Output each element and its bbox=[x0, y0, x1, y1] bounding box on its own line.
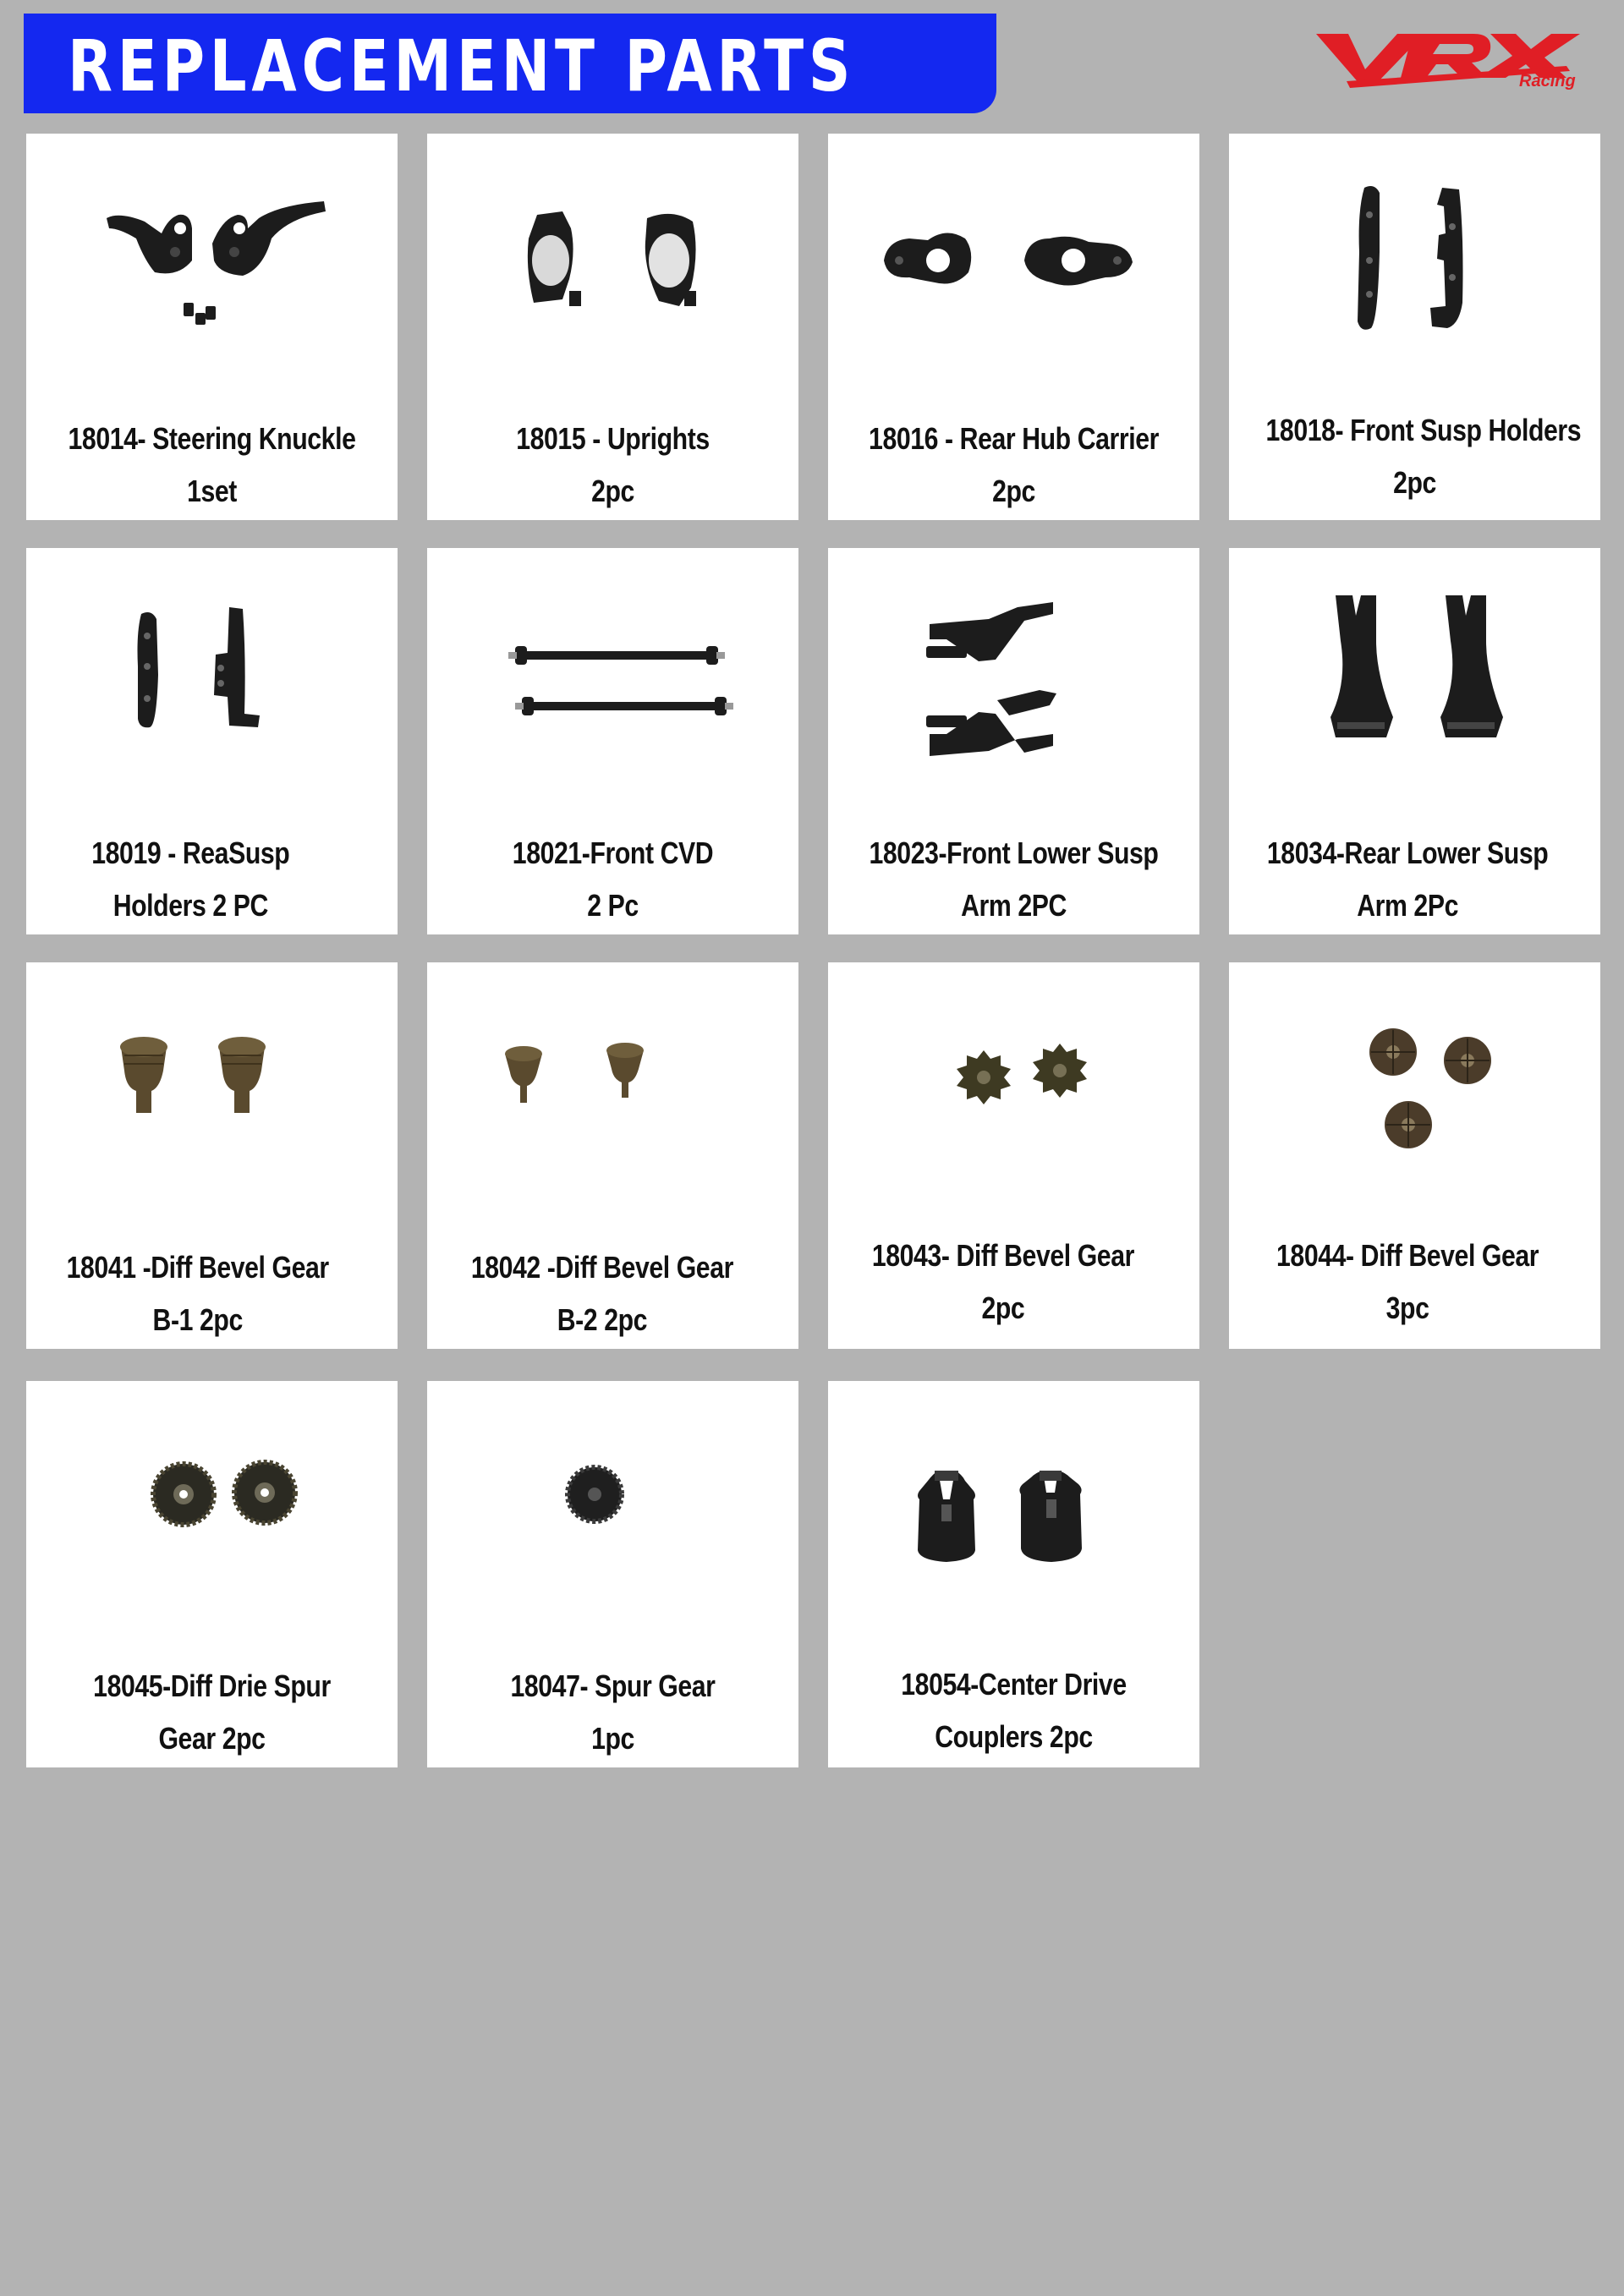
part-card-18016[interactable] bbox=[828, 134, 1199, 520]
part-caption bbox=[464, 1660, 762, 1765]
rear-hub-carrier-icon bbox=[828, 134, 1199, 387]
bevel-gear-star-icon bbox=[828, 962, 1199, 1216]
part-qty: Holders 2 PC bbox=[112, 888, 268, 923]
part-name: 18034-Rear Lower Susp bbox=[1266, 836, 1549, 870]
part-name: 18015 - Uprights bbox=[516, 421, 710, 456]
part-caption bbox=[854, 1230, 1152, 1334]
part-card-18034[interactable] bbox=[1229, 548, 1600, 934]
part-name: 18018- Front Susp Holders bbox=[1265, 413, 1582, 447]
spur-gear-icon bbox=[427, 1381, 798, 1635]
cvd-shafts-icon bbox=[427, 548, 798, 802]
header-banner bbox=[24, 14, 996, 113]
part-name: 18014- Steering Knuckle bbox=[68, 421, 356, 456]
part-qty: 2pc bbox=[981, 1290, 1025, 1325]
part-caption bbox=[49, 1241, 347, 1346]
part-caption bbox=[63, 1660, 361, 1765]
rear-lower-arm-icon bbox=[1229, 548, 1600, 802]
drive-coupler-icon bbox=[828, 1381, 1199, 1635]
part-qty: Gear 2pc bbox=[158, 1721, 266, 1756]
part-caption bbox=[41, 827, 339, 932]
part-name: 18045-Diff Drie Spur bbox=[93, 1669, 331, 1703]
part-qty: B-1 2pc bbox=[152, 1302, 243, 1337]
part-card-18014[interactable] bbox=[26, 134, 398, 520]
part-caption bbox=[464, 413, 762, 518]
part-card-18021[interactable] bbox=[427, 548, 798, 934]
vrx-racing-logo bbox=[1313, 25, 1583, 93]
part-card-18041[interactable] bbox=[26, 962, 398, 1349]
part-name: 18047- Spur Gear bbox=[510, 1669, 716, 1703]
part-qty: B-2 2pc bbox=[557, 1302, 648, 1337]
susp-holders-icon bbox=[1229, 134, 1600, 387]
part-caption bbox=[865, 413, 1163, 518]
part-qty: 2pc bbox=[992, 474, 1035, 508]
lower-arm-icon bbox=[828, 548, 1199, 802]
part-name: 18041 -Diff Bevel Gear bbox=[66, 1250, 329, 1285]
part-name: 18042 -Diff Bevel Gear bbox=[470, 1250, 733, 1285]
part-caption bbox=[453, 1241, 751, 1346]
part-qty: Couplers 2pc bbox=[935, 1719, 1093, 1754]
brand-subtext: Racing bbox=[1519, 72, 1576, 90]
part-card-18015[interactable] bbox=[427, 134, 798, 520]
part-qty: 2pc bbox=[1393, 465, 1436, 500]
part-caption bbox=[1259, 1230, 1556, 1334]
spur-gear-pair-icon bbox=[26, 1381, 398, 1635]
part-qty: 1set bbox=[187, 474, 237, 508]
part-caption bbox=[63, 413, 361, 518]
part-card-18023[interactable] bbox=[828, 548, 1199, 934]
steering-knuckle-icon bbox=[26, 134, 398, 387]
part-qty: 1pc bbox=[591, 1721, 634, 1756]
part-card-18047[interactable] bbox=[427, 1381, 798, 1767]
part-qty: 3pc bbox=[1385, 1290, 1429, 1325]
part-qty: 2 Pc bbox=[587, 888, 639, 923]
part-card-18018[interactable] bbox=[1229, 134, 1600, 520]
part-name: 18021-Front CVD bbox=[512, 836, 714, 870]
part-caption bbox=[464, 827, 762, 932]
part-caption bbox=[1265, 404, 1582, 509]
page-title: REPLACEMENT PARTS bbox=[68, 25, 856, 107]
part-caption bbox=[865, 1658, 1163, 1763]
part-card-18045[interactable] bbox=[26, 1381, 398, 1767]
bevel-gear-small-icon bbox=[427, 962, 798, 1216]
bevel-gear-icon bbox=[26, 962, 398, 1216]
part-card-18019[interactable] bbox=[26, 548, 398, 934]
uprights-icon bbox=[427, 134, 798, 387]
part-card-18042[interactable] bbox=[427, 962, 798, 1349]
part-name: 18043- Diff Bevel Gear bbox=[871, 1238, 1134, 1273]
part-card-18043[interactable] bbox=[828, 962, 1199, 1349]
part-card-18054[interactable] bbox=[828, 1381, 1199, 1767]
part-caption bbox=[1259, 827, 1556, 932]
part-name: 18044- Diff Bevel Gear bbox=[1276, 1238, 1539, 1273]
part-caption bbox=[865, 827, 1163, 932]
part-qty: 2pc bbox=[591, 474, 634, 508]
bevel-gear-three-icon bbox=[1229, 962, 1600, 1216]
part-qty: Arm 2PC bbox=[961, 888, 1067, 923]
part-name: 18016 - Rear Hub Carrier bbox=[869, 421, 1159, 456]
part-name: 18054-Center Drive bbox=[901, 1667, 1127, 1701]
part-card-18044[interactable] bbox=[1229, 962, 1600, 1349]
part-name: 18023-Front Lower Susp bbox=[869, 836, 1159, 870]
part-qty: Arm 2Pc bbox=[1357, 888, 1458, 923]
part-name: 18019 - ReaSusp bbox=[91, 836, 290, 870]
susp-holders-icon bbox=[26, 548, 398, 802]
